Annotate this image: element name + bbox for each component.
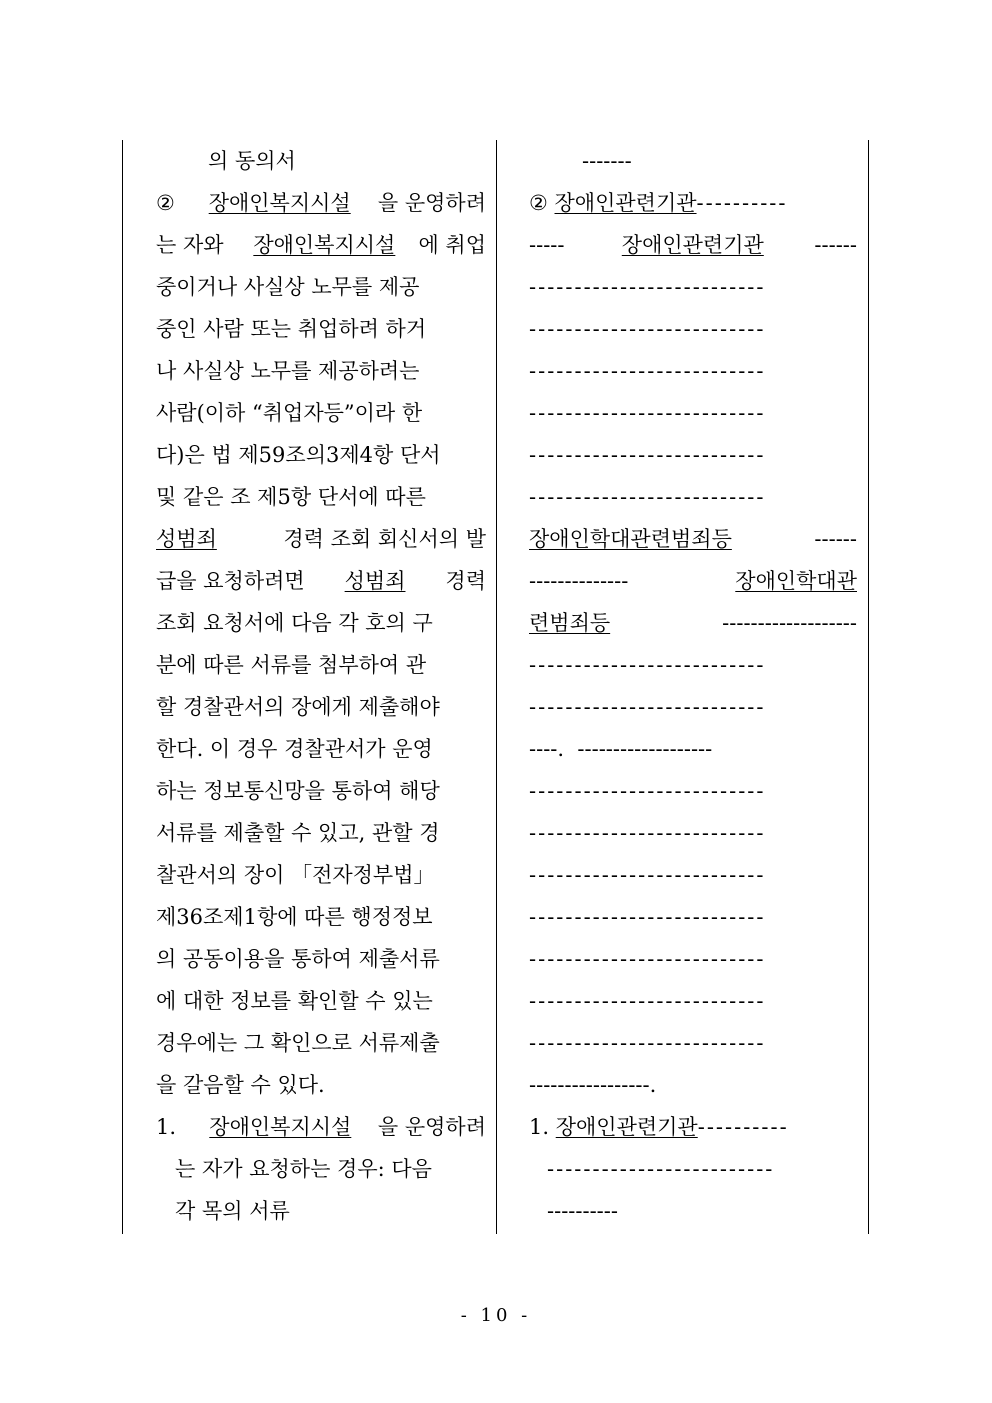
text-line: 분에 따른 서류를 첨부하여 관 (156, 653, 427, 677)
text-line: 성범죄 경력 조회 회신서의 발 (156, 527, 486, 551)
dash-line: -------------------------- (529, 821, 766, 845)
dash-line: -------------------------- (529, 1031, 766, 1055)
text-line: 찰관서의 장이 「전자정부법」 (156, 863, 435, 887)
text-line: 1. 장애인복지시설 을 운영하려 (156, 1115, 486, 1139)
text-line: ------- (582, 149, 632, 173)
text-line: ----- 장애인관련기관 ------ (529, 233, 857, 257)
dash-line: -------------------------- (529, 905, 766, 929)
text-line: 의 동의서 (208, 149, 296, 173)
dash-line: -------------------------- (529, 989, 766, 1013)
text-line: 을 갈음할 수 있다. (156, 1073, 325, 1097)
page-number: - 10 - (460, 1305, 532, 1326)
text-line: 나 사실상 노무를 제공하려는 (156, 359, 420, 383)
text-line: 각 목의 서류 (175, 1199, 290, 1223)
text-line: 급을 요청하려면 성범죄 경력 (156, 569, 486, 593)
dash-line: ----. ------------------- (529, 737, 713, 761)
text-line: 중이거나 사실상 노무를 제공 (156, 275, 420, 299)
text-line: 1. 장애인관련기관 ---------- (529, 1115, 789, 1139)
text-line: 및 같은 조 제5항 단서에 따른 (156, 485, 426, 509)
table-right-border (868, 140, 869, 1234)
text-line: -------------- 장애인학대관 (529, 569, 857, 593)
dash-line: -------------------------- (529, 359, 766, 383)
dash-line: -------------------------- (529, 779, 766, 803)
text-line: 는 자가 요청하는 경우: 다음 (175, 1157, 432, 1181)
text-line: 중인 사람 또는 취업하려 하거 (156, 317, 427, 341)
dash-line: ------------------------- (547, 1157, 775, 1181)
dash-line: -------------------------- (529, 653, 766, 677)
text-line: 에 대한 정보를 확인할 수 있는 (156, 989, 433, 1013)
text-line: 제36조제1항에 따른 행정정보 (156, 905, 433, 929)
text-line: 장애인학대관련범죄등 ------ (529, 527, 857, 551)
text-line: 사람(이하 “취업자등”이라 한 (156, 401, 423, 425)
dash-line: -------------------------- (529, 317, 766, 341)
text-line: 할 경찰관서의 장에게 제출해야 (156, 695, 440, 719)
text-line: 경우에는 그 확인으로 서류제출 (156, 1031, 440, 1055)
dash-line: -------------------------- (529, 947, 766, 971)
text-line: ② 장애인복지시설 을 운영하려 (156, 191, 486, 215)
text-line: 의 공동이용을 통하여 제출서류 (156, 947, 440, 971)
dash-line: -------------------------- (529, 863, 766, 887)
table-left-border (122, 140, 123, 1234)
dash-line: -------------------------- (529, 275, 766, 299)
text-line: 는 자와 장애인복지시설 에 취업 (156, 233, 486, 257)
dash-line: ---------- (547, 1199, 618, 1223)
dash-line: -------------------------- (529, 485, 766, 509)
dash-line: -------------------------- (529, 401, 766, 425)
text-line: 서류를 제출할 수 있고, 관할 경 (156, 821, 440, 845)
table-column-divider (496, 140, 497, 1234)
text-line: ② 장애인관련기관 ---------- (529, 191, 788, 215)
text-line: 련범죄등 ------------------- (529, 611, 857, 635)
dash-line: -------------------------- (529, 695, 766, 719)
text-line: 하는 정보통신망을 통하여 해당 (156, 779, 440, 803)
dash-line: -----------------. (529, 1073, 657, 1097)
text-line: 다)은 법 제59조의3제4항 단서 (156, 443, 441, 467)
text-line: 한다. 이 경우 경찰관서가 운영 (156, 737, 433, 761)
dash-line: -------------------------- (529, 443, 766, 467)
text-line: 조회 요청서에 다음 각 호의 구 (156, 611, 433, 635)
